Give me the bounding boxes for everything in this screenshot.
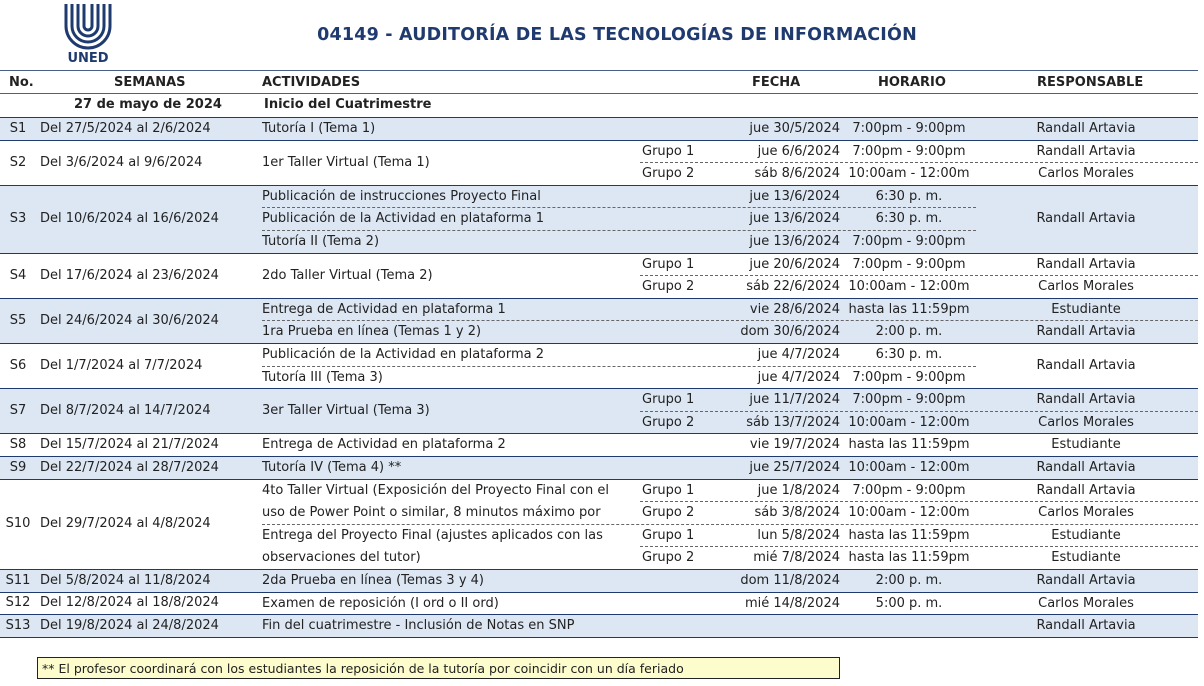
week-range: Del 1/7/2024 al 7/7/2024 (40, 358, 203, 374)
start-label: Inicio del Cuatrimestre (264, 97, 432, 112)
time-cell: 10:00am - 12:00m (848, 505, 970, 521)
group-label: Grupo 2 (642, 550, 695, 566)
row-divider (262, 366, 976, 367)
date-cell: jue 6/6/2024 (757, 143, 840, 159)
time-cell: hasta las 11:59pm (848, 437, 970, 453)
date-cell: vie 28/6/2024 (749, 301, 840, 317)
activity-text: Fin del cuatrimestre - Inclusión de Notas en SNP (262, 618, 575, 634)
responsible-cell: Estudiante (1051, 527, 1121, 543)
date-cell: sáb 13/7/2024 (746, 414, 840, 430)
time-cell: 6:30 p. m. (875, 347, 943, 362)
week-range: Del 8/7/2024 al 14/7/2024 (40, 403, 211, 419)
time-cell: 7:00pm - 9:00pm (852, 121, 966, 136)
date-cell: jue 11/7/2024 (749, 392, 840, 408)
week-number: S8 (9, 437, 27, 453)
activity-text: 4to Taller Virtual (Exposición del Proyecto Final con el (262, 482, 609, 498)
week-range: Del 29/7/2024 al 4/8/2024 (40, 516, 211, 532)
activity-text: Entrega de Actividad en plataforma 2 (262, 437, 506, 453)
activity-text: Entrega del Proyecto Final (ajustes aplicados con las (262, 527, 603, 543)
responsible-cell: Carlos Morales (1038, 414, 1134, 430)
activity-text: Publicación de instrucciones Proyecto Final (262, 188, 541, 204)
responsible-cell: Randall Artavia (1036, 358, 1136, 374)
group-label: Grupo 1 (642, 482, 695, 498)
week-number: S3 (9, 211, 27, 227)
time-cell: 7:00pm - 9:00pm (852, 256, 966, 272)
group-label: Grupo 2 (642, 166, 695, 182)
activity-text: Publicación de la Actividad en plataforma 1 (262, 211, 544, 227)
time-cell: 10:00am - 12:00m (848, 279, 970, 295)
date-cell: vie 19/7/2024 (749, 437, 840, 453)
header-fecha: FECHA (752, 75, 801, 90)
week-number: S9 (9, 459, 27, 475)
date-cell: jue 13/6/2024 (749, 233, 840, 249)
date-cell: dom 30/6/2024 (740, 324, 840, 340)
date-cell: sáb 3/8/2024 (754, 505, 840, 521)
row-divider (640, 411, 1198, 412)
date-cell: sáb 22/6/2024 (746, 279, 840, 295)
week-row (0, 480, 1198, 570)
week-row (0, 615, 1198, 638)
week-number: S2 (9, 154, 27, 170)
date-cell: jue 13/6/2024 (749, 188, 840, 204)
week-range: Del 17/6/2024 al 23/6/2024 (40, 267, 219, 283)
footnote: ** El profesor coordinará con los estudiantes la reposición de la tutoría por coincidir con un día feriado (37, 657, 840, 679)
time-cell: 5:00 p. m. (875, 595, 943, 611)
date-cell: jue 30/5/2024 (749, 121, 840, 136)
week-row (0, 457, 1198, 480)
time-cell: hasta las 11:59pm (848, 527, 970, 543)
group-label: Grupo 1 (642, 256, 695, 272)
week-number: S11 (5, 572, 31, 588)
activity-text: Examen de reposición (I ord o II ord) (262, 595, 499, 611)
responsible-cell: Estudiante (1051, 550, 1121, 566)
week-range: Del 12/8/2024 al 18/8/2024 (40, 595, 219, 611)
table-header (0, 70, 1198, 94)
week-range: Del 5/8/2024 al 11/8/2024 (40, 572, 211, 588)
date-cell: jue 4/7/2024 (757, 347, 840, 362)
group-label: Grupo 2 (642, 279, 695, 295)
week-range: Del 15/7/2024 al 21/7/2024 (40, 437, 219, 453)
time-cell: hasta las 11:59pm (848, 301, 970, 317)
week-range: Del 19/8/2024 al 24/8/2024 (40, 617, 219, 633)
week-row (0, 570, 1198, 593)
activity-text: 2do Taller Virtual (Tema 2) (262, 267, 433, 283)
time-cell: 2:00 p. m. (875, 573, 943, 588)
activity-text: uso de Power Point o similar, 8 minutos máximo por (262, 505, 601, 521)
row-divider (262, 230, 976, 231)
week-number: S6 (9, 358, 27, 374)
week-row (0, 593, 1198, 616)
time-cell: 7:00pm - 9:00pm (852, 482, 966, 498)
responsible-cell: Randall Artavia (1036, 392, 1136, 408)
week-number: S12 (5, 595, 31, 611)
row-divider (262, 524, 1198, 525)
activity-text: Tutoría I (Tema 1) (262, 121, 376, 136)
week-number: S7 (9, 403, 27, 419)
time-cell: 10:00am - 12:00m (848, 414, 970, 430)
responsible-cell: Carlos Morales (1038, 595, 1134, 611)
date-cell: dom 11/8/2024 (740, 573, 840, 588)
date-cell: mié 7/8/2024 (753, 550, 840, 566)
header-no: No. (9, 75, 34, 90)
responsible-cell: Randall Artavia (1036, 460, 1136, 475)
time-cell: 10:00am - 12:00m (848, 166, 970, 182)
week-row (0, 299, 1198, 344)
group-label: Grupo 2 (642, 414, 695, 430)
activity-text: Tutoría II (Tema 2) (262, 233, 380, 249)
start-date: 27 de mayo de 2024 (74, 97, 222, 112)
week-range: Del 3/6/2024 al 9/6/2024 (40, 154, 203, 170)
header-semanas: SEMANAS (114, 75, 186, 90)
responsible-cell: Carlos Morales (1038, 505, 1134, 521)
row-divider (640, 501, 1198, 502)
time-cell: 6:30 p. m. (875, 211, 943, 227)
responsible-cell: Randall Artavia (1036, 324, 1136, 340)
week-row (0, 434, 1198, 457)
activity-text: Tutoría III (Tema 3) (262, 369, 383, 385)
date-cell: jue 4/7/2024 (757, 369, 840, 385)
responsible-cell: Estudiante (1051, 437, 1121, 453)
week-number: S13 (5, 617, 31, 633)
header-horario: HORARIO (878, 75, 946, 90)
group-label: Grupo 1 (642, 143, 695, 159)
group-label: Grupo 1 (642, 527, 695, 543)
time-cell: 6:30 p. m. (875, 188, 943, 204)
week-range: Del 24/6/2024 al 30/6/2024 (40, 312, 219, 328)
activity-text: Publicación de la Actividad en plataforma 2 (262, 347, 544, 362)
row-divider (640, 546, 1198, 547)
start-row (0, 93, 1198, 118)
row-divider (640, 162, 1198, 163)
header-responsable: RESPONSABLE (1037, 75, 1144, 90)
responsible-cell: Randall Artavia (1036, 618, 1136, 634)
responsible-cell: Randall Artavia (1036, 573, 1136, 588)
date-cell: jue 20/6/2024 (749, 256, 840, 272)
week-row (0, 344, 1198, 389)
week-number: S5 (9, 312, 27, 328)
responsible-cell: Carlos Morales (1038, 279, 1134, 295)
time-cell: 7:00pm - 9:00pm (852, 369, 966, 385)
header-actividades: ACTIVIDADES (262, 75, 361, 90)
time-cell: 7:00pm - 9:00pm (852, 233, 966, 249)
responsible-cell: Randall Artavia (1036, 143, 1136, 159)
responsible-cell: Randall Artavia (1036, 121, 1136, 136)
row-divider (262, 207, 976, 208)
week-row (0, 118, 1198, 141)
activity-text: 1er Taller Virtual (Tema 1) (262, 154, 430, 170)
week-number: S1 (9, 120, 27, 136)
activity-text: 1ra Prueba en línea (Temas 1 y 2) (262, 324, 482, 340)
responsible-cell: Carlos Morales (1038, 166, 1134, 182)
time-cell: hasta las 11:59pm (848, 550, 970, 566)
activity-text: Entrega de Actividad en plataforma 1 (262, 301, 506, 317)
group-label: Grupo 2 (642, 505, 695, 521)
week-row (0, 389, 1198, 434)
week-range: Del 22/7/2024 al 28/7/2024 (40, 459, 219, 475)
date-cell: lun 5/8/2024 (757, 527, 840, 543)
week-number: S4 (9, 267, 27, 283)
time-cell: 7:00pm - 9:00pm (852, 392, 966, 408)
responsible-cell: Randall Artavia (1036, 256, 1136, 272)
date-cell: jue 13/6/2024 (749, 211, 840, 227)
date-cell: sáb 8/6/2024 (754, 166, 840, 182)
week-row (0, 141, 1198, 186)
week-row (0, 254, 1198, 299)
week-row (0, 186, 1198, 254)
page-title: 04149 - AUDITORÍA DE LAS TECNOLOGÍAS DE INFORMACIÓN (317, 25, 917, 45)
logo-text: UNED (67, 51, 109, 64)
group-label: Grupo 1 (642, 392, 695, 408)
responsible-cell: Randall Artavia (1036, 482, 1136, 498)
row-divider (262, 320, 1198, 321)
week-range: Del 10/6/2024 al 16/6/2024 (40, 211, 219, 227)
time-cell: 2:00 p. m. (875, 324, 943, 340)
time-cell: 7:00pm - 9:00pm (852, 143, 966, 159)
date-cell: jue 25/7/2024 (749, 460, 840, 475)
date-cell: mié 14/8/2024 (744, 595, 840, 611)
week-number: S10 (5, 516, 31, 532)
activity-text: Tutoría IV (Tema 4) ** (262, 460, 402, 475)
activity-text: 3er Taller Virtual (Tema 3) (262, 403, 430, 419)
responsible-cell: Estudiante (1051, 301, 1121, 317)
date-cell: jue 1/8/2024 (757, 482, 840, 498)
responsible-cell: Randall Artavia (1036, 211, 1136, 227)
activity-text: observaciones del tutor) (262, 550, 421, 566)
week-range: Del 27/5/2024 al 2/6/2024 (40, 120, 211, 136)
row-divider (640, 275, 1198, 276)
time-cell: 10:00am - 12:00m (848, 460, 970, 475)
activity-text: 2da Prueba en línea (Temas 3 y 4) (262, 573, 485, 588)
